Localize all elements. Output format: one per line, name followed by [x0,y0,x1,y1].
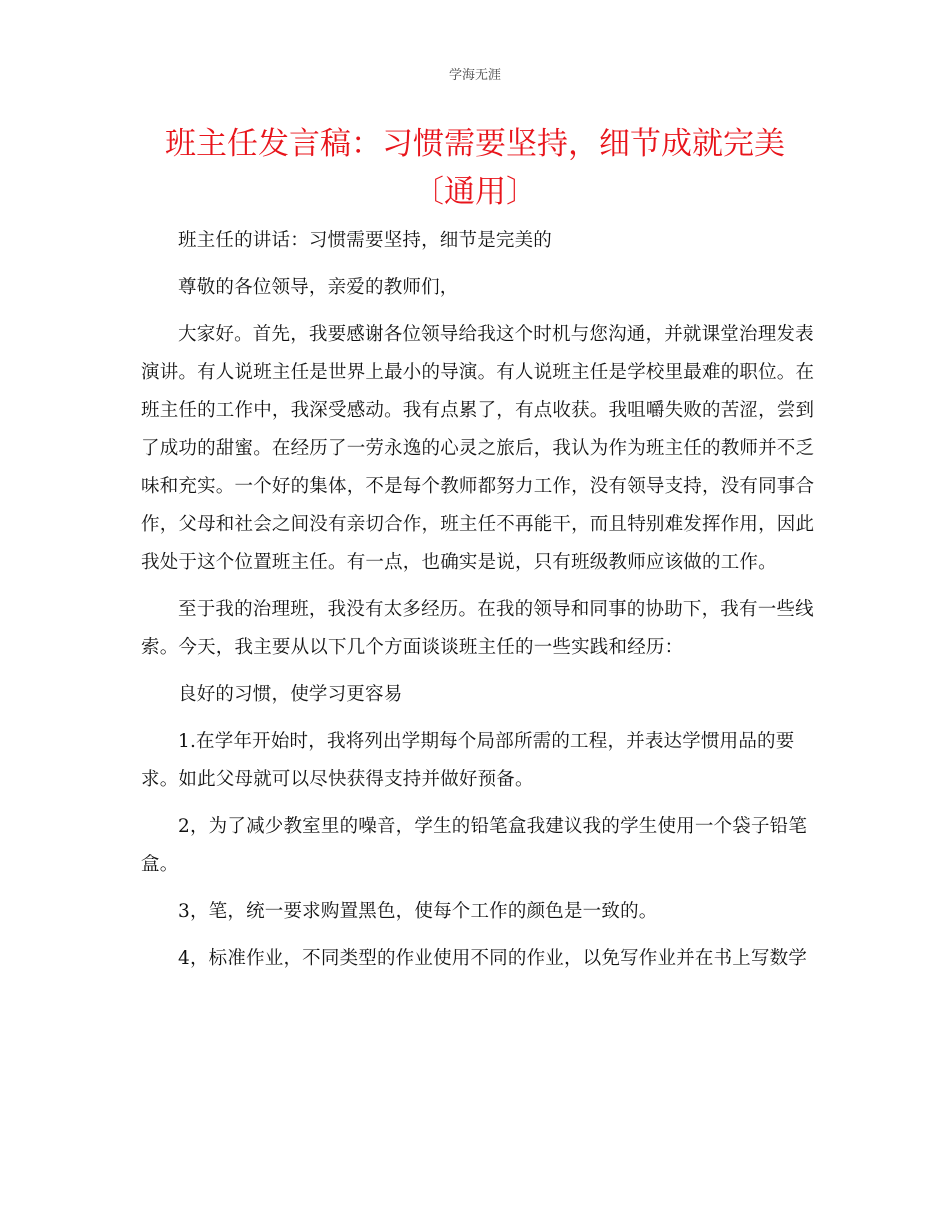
salutation: 尊敬的各位领导，亲爱的教师们， [178,277,459,298]
section-heading-habits: 良好的习惯，使学习更容易 [178,684,403,705]
title-line-1: 班主任发言稿：习惯需要坚持，细节成就完美 [165,126,785,162]
paragraph-experience: 至于我的治理班，我没有太多经历。在我的领导和同事的协助下，我有一些线索。今天，我主要从以下几个方面谈谈班主任的一些实践和经历： [141,599,814,658]
document-title [100,120,850,216]
speech-subtitle: 班主任的讲话：习惯需要坚持，细节是完美的 [178,230,553,251]
title-line-2: 〔通用〕 [413,174,537,210]
list-item-4: 4，标准作业，不同类型的作业使用不同的作业，以免写作业并在书上写数学 [178,948,808,969]
list-item-3: 3，笔，统一要求购置黑色，使每个工作的颜色是一致的。 [178,901,658,922]
list-item-1: 1.在学年开始时，我将列出学期每个局部所需的工程，并表达学惯用品的要求。如此父母就可以尽快获得支持并做好预备。 [141,731,795,790]
paragraph-intro: 大家好。首先，我要感谢各位领导给我这个时机与您沟通，并就课堂治理发表演讲。有人说班主任是世界上最小的导演。有人说班主任是学校里最难的职位。在班主任的工作中，我深受感动。我有点累了，有点收获。我咀嚼失败的苦涩，尝到了成功的甜蜜。在经历了一劳永逸的心灵之旅后，我认为作为班主任的教师并不乏味和充实。一个好的集体，不是每个教师都努力工作，没有领导支持，没有同事合作，父母和社会之间没有亲切合作，班主任不再能干，而且特别难发挥作用，因此我处于这个位置班主任。有一点，也确实是说，只有班级教师应该做的工作。 [141,324,815,573]
page-header: 学海无涯 [448,68,501,83]
list-item-2: 2，为了减少教室里的噪音，学生的铅笔盒我建议我的学生使用一个袋子铅笔盒。 [141,816,808,875]
document-body [141,222,817,987]
